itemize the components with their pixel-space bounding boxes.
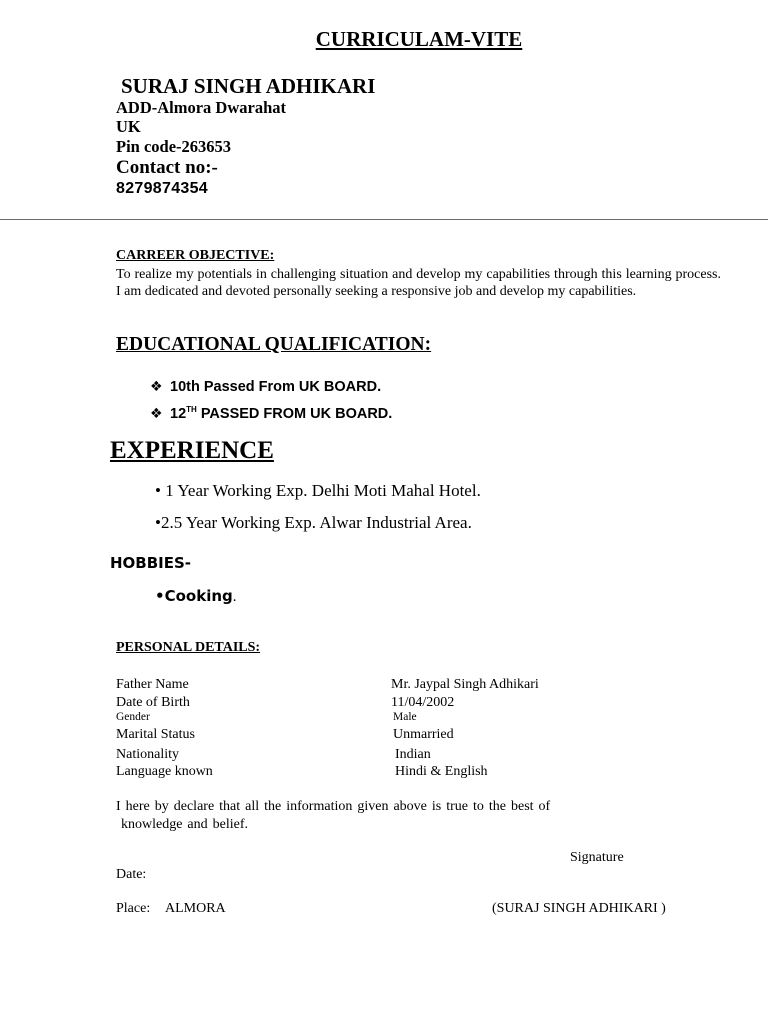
detail-label: Language known [116, 764, 213, 779]
experience-item: • 1 Year Working Exp. Delhi Moti Mahal Hotel. [155, 481, 481, 500]
hobbies-heading: HOBBIES- [110, 554, 192, 572]
declaration-text [116, 798, 616, 833]
declaration-line: I here by declare that all the information given above is true to the best of [116, 799, 551, 814]
experience-heading: EXPERIENCE [110, 437, 274, 464]
hobby-text: Cooking [164, 587, 233, 605]
experience-item: •2.5 Year Working Exp. Alwar Industrial Area. [155, 513, 472, 532]
detail-label: Nationality [116, 747, 179, 762]
address-pin: Pin code-263653 [116, 137, 232, 156]
education-item-superscript: TH [186, 405, 197, 414]
detail-value: Hindi & English [395, 764, 488, 779]
hobby-bullet: • [155, 587, 165, 605]
hobby-item [155, 587, 237, 606]
date-label: Date: [116, 867, 147, 882]
detail-label: Date of Birth [116, 695, 190, 710]
detail-value: Indian [395, 747, 431, 762]
personal-details-heading: PERSONAL DETAILS: [116, 640, 261, 655]
diamond-bullet-icon: ❖ [150, 405, 163, 422]
objective-heading: CARREER OBJECTIVE: [116, 248, 275, 263]
header-divider [0, 219, 768, 220]
diamond-bullet-icon: ❖ [150, 379, 163, 395]
education-item [150, 405, 392, 422]
document-title: CURRICULAM-VITE [315, 27, 523, 51]
detail-label: Gender [116, 711, 150, 723]
detail-label: Marital Status [116, 727, 195, 742]
hobby-suffix: . [232, 589, 237, 605]
detail-value: Unmarried [393, 727, 454, 742]
place-value: ALMORA [165, 901, 226, 916]
detail-value: 11/04/2002 [391, 695, 455, 710]
place-label: Place: [116, 901, 151, 916]
contact-label: Contact no:- [116, 157, 218, 178]
address-line-1: ADD-Almora Dwarahat [116, 98, 287, 117]
education-item-text: 12 [170, 405, 187, 422]
education-item-text: 10th Passed From UK BOARD. [170, 379, 382, 395]
address-line-2: UK [116, 117, 141, 136]
education-heading: EDUCATIONAL QUALIFICATION: [116, 334, 432, 355]
signature-name: (SURAJ SINGH ADHIKARI ) [492, 901, 666, 916]
detail-value: Male [393, 711, 417, 723]
objective-text: To realize my potentials in challenging situation and develop my capabilities through this learning process. I am dedicated and devoted personally seeking a responsive job and develop my capabilities. [116, 267, 721, 299]
signature-label: Signature [570, 850, 624, 865]
education-item-text: PASSED FROM UK BOARD. [196, 405, 393, 422]
candidate-name: SURAJ SINGH ADHIKARI [121, 74, 376, 98]
phone-number: 8279874354 [116, 180, 208, 197]
detail-label: Father Name [116, 677, 189, 692]
detail-value: Mr. Jaypal Singh Adhikari [391, 677, 539, 692]
education-item [150, 379, 381, 395]
declaration-line: knowledge and belief. [116, 816, 249, 832]
